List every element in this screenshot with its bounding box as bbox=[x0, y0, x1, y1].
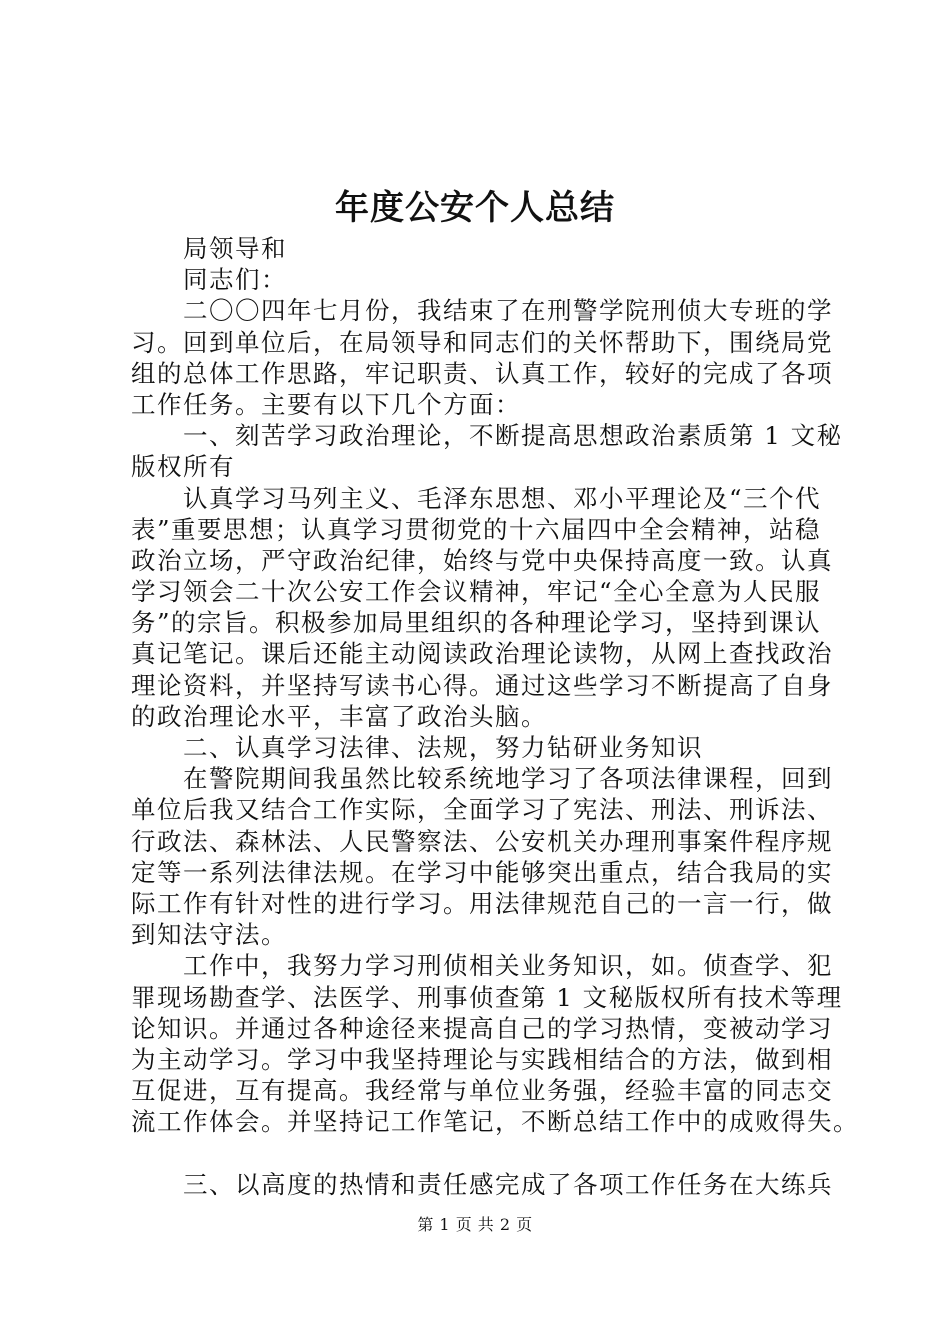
paragraph-line: 认真学习马列主义、毛泽东思想、邓小平理论及“三个代 bbox=[183, 483, 822, 513]
section-heading-line: 一、刻苦学习政治理论，不断提高思想政治素质第 1 文秘 bbox=[183, 421, 843, 451]
paragraph-line: 到知法守法。 bbox=[131, 920, 287, 950]
section-heading-line: 三、以高度的热情和责任感完成了各项工作任务在大练兵 bbox=[183, 1169, 833, 1199]
paragraph-line: 为主动学习。学习中我坚持理论与实践相结合的方法，做到相 bbox=[131, 1044, 833, 1074]
paragraph-line: 行政法、森林法、人民警察法、公安机关办理刑事案件程序规 bbox=[131, 826, 833, 856]
section-heading-line: 二、认真学习法律、法规，努力钻研业务知识 bbox=[183, 733, 703, 762]
paragraph-gap bbox=[131, 1137, 833, 1168]
paragraph-line: 务”的宗旨。积极参加局里组织的各种理论学习，坚持到课认 bbox=[131, 608, 822, 638]
paragraph-line: 真记笔记。课后还能主动阅读政治理论读物，从网上查找政治 bbox=[131, 639, 833, 669]
paragraph-line: 理论资料，并坚持写读书心得。通过这些学习不断提高了自身 bbox=[131, 670, 833, 700]
paragraph-line: 在警院期间我虽然比较系统地学习了各项法律课程，回到 bbox=[183, 764, 833, 794]
salutation-line: 同志们： bbox=[183, 265, 287, 295]
paragraph-line: 习。回到单位后，在局领导和同志们的关怀帮助下，围绕局党 bbox=[131, 327, 833, 357]
paragraph-line: 互促进，互有提高。我经常与单位业务强，经验丰富的同志交 bbox=[131, 1076, 833, 1106]
paragraph-line: 罪现场勘查学、法医学、刑事侦查第 1 文秘版权所有技术等理 bbox=[131, 982, 843, 1012]
paragraph-line: 工作中，我努力学习刑侦相关业务知识，如。侦查学、犯 bbox=[183, 951, 833, 981]
paragraph-line: 二〇〇四年七月份，我结束了在刑警学院刑侦大专班的学 bbox=[183, 296, 833, 326]
document-title: 年度公安个人总结 bbox=[335, 188, 615, 228]
paragraph-line: 定等一系列法律法规。在学习中能够突出重点，结合我局的实 bbox=[131, 857, 833, 887]
paragraph-line: 表”重要思想；认真学习贯彻党的十六届四中全会精神，站稳 bbox=[131, 514, 822, 544]
paragraph-line: 际工作有针对性的进行学习。用法律规范自己的一言一行，做 bbox=[131, 888, 833, 918]
paragraph-line: 学习领会二十次公安工作会议精神，牢记“全心全意为人民服 bbox=[131, 577, 822, 607]
paragraph-line: 论知识。并通过各种途径来提高自己的学习热情，变被动学习 bbox=[131, 1013, 833, 1043]
salutation-line: 局领导和 bbox=[183, 234, 287, 263]
page-number-footer: 第 1 页 共 2 页 bbox=[417, 1215, 533, 1234]
section-heading-line: 版权所有 bbox=[131, 452, 235, 482]
paragraph-line: 流工作体会。并坚持记工作笔记，不断总结工作中的成败得失。 bbox=[131, 1107, 859, 1137]
paragraph-line: 政治立场，严守政治纪律，始终与党中央保持高度一致。认真 bbox=[131, 545, 833, 575]
document-body bbox=[131, 233, 859, 1200]
paragraph-line: 单位后我又结合工作实际，全面学习了宪法、刑法、刑诉法、 bbox=[131, 795, 833, 825]
paragraph-line: 组的总体工作思路，牢记职责、认真工作，较好的完成了各项 bbox=[131, 358, 833, 388]
paragraph-line: 的政治理论水平，丰富了政治头脑。 bbox=[131, 701, 547, 731]
paragraph-line: 工作任务。主要有以下几个方面： bbox=[131, 389, 521, 419]
